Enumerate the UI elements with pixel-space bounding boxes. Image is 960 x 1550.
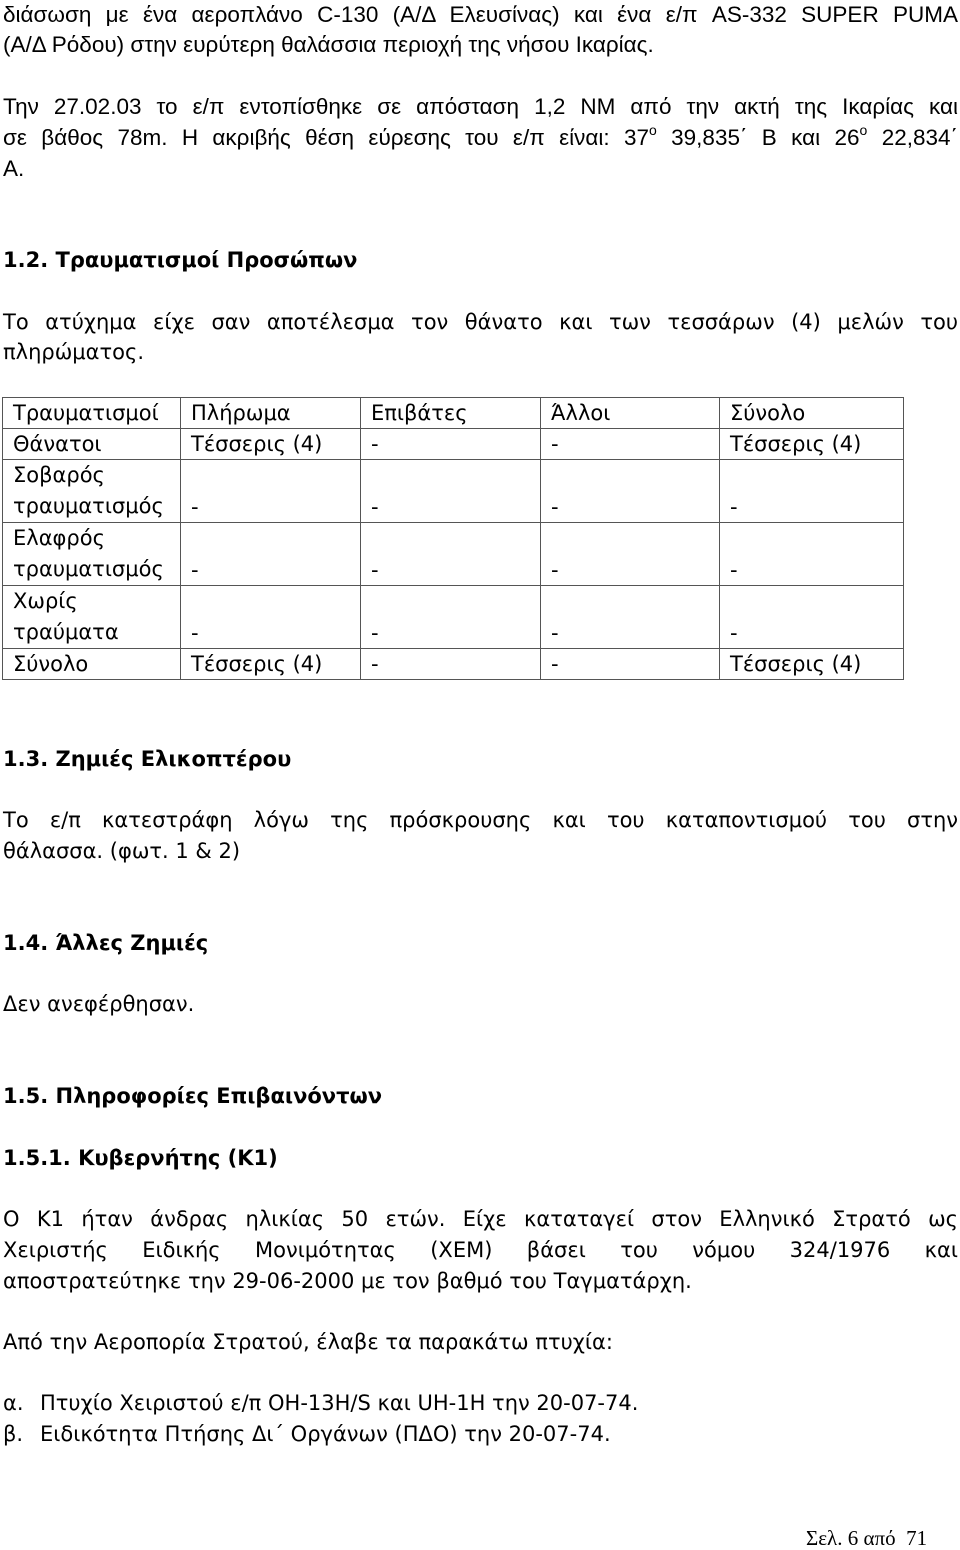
section-1-4-heading: 1.4. Άλλες Ζημιές — [3, 931, 209, 955]
table-row — [3, 586, 904, 649]
section-1-3-heading: 1.3. Ζημιές Ελικοπτέρου — [3, 747, 292, 771]
intro-line-2: (Α/Δ Ρόδου) στην ευρύτερη θαλάσσια περιοχή της νήσου Ικαρίας. — [3, 32, 654, 57]
table-cell: Τέσσερις (4) — [720, 649, 904, 680]
table-cell: - — [361, 429, 541, 460]
degree-sup-2: ο — [859, 122, 868, 138]
intro-line-5: Α. — [3, 156, 25, 181]
table-cell: Ελαφρός τραυματισμός — [3, 523, 181, 586]
table-cell: Σύνολο — [3, 649, 181, 680]
table-cell: Θάνατοι — [3, 429, 181, 460]
section-1-5-1-para-2: Από την Αεροπορία Στρατού, έλαβε τα παρακάτω πτυχία: — [3, 1330, 613, 1354]
table-cell: - — [361, 523, 541, 586]
table-cell: - — [720, 586, 904, 649]
table-cell: - — [181, 460, 361, 523]
list-item-text: Ειδικότητα Πτήσης Δι΄ Οργάνων (ΠΔΟ) την 20-07-74. — [40, 1422, 611, 1446]
table-cell: - — [541, 460, 720, 523]
table-cell: Σοβαρός τραυματισμός — [3, 460, 181, 523]
section-1-5-1-para-line-3: αποστρατεύτηκε την 29-06-2000 με τον βαθμό του Ταγματάρχη. — [3, 1269, 692, 1293]
table-cell: - — [541, 429, 720, 460]
intro-line-1: διάσωση με ένα αεροπλάνο C-130 (Α/Δ Ελευσίνας) και ένα ε/π AS-332 SUPER PUMA — [3, 2, 958, 27]
intro-line-4-part-b: 39,835΄ Β και 26 — [656, 125, 860, 150]
table-cell: Τέσσερις (4) — [181, 429, 361, 460]
table-cell: - — [361, 586, 541, 649]
table-header-cell: Πλήρωμα — [181, 398, 361, 429]
intro-line-4-part-c: 22,834΄ — [867, 125, 959, 150]
table-header-cell: Άλλοι — [541, 398, 720, 429]
table-cell: - — [541, 586, 720, 649]
table-row — [3, 429, 904, 460]
table-header-cell: Επιβάτες — [361, 398, 541, 429]
list-item-text: Πτυχίο Χειριστού ε/π ΟΗ-13Η/S και UH-1H την 20-07-74. — [40, 1391, 639, 1415]
table-cell: - — [361, 460, 541, 523]
table-header-row — [3, 398, 904, 429]
intro-line-4 — [3, 122, 959, 150]
table-row — [3, 460, 904, 523]
table-cell: - — [361, 649, 541, 680]
list-item — [3, 1424, 611, 1445]
injury-table — [2, 397, 904, 680]
section-1-2-para-line-1: Το ατύχημα είχε σαν αποτέλεσμα τον θάνατο και των τεσσάρων (4) μελών του — [3, 310, 958, 334]
section-1-4-para: Δεν ανεφέρθησαν. — [3, 992, 195, 1016]
section-1-3-para-line-2: θάλασσα. (φωτ. 1 & 2) — [3, 839, 241, 863]
section-1-2-heading: 1.2. Τραυματισμοί Προσώπων — [3, 248, 358, 272]
table-cell: - — [181, 523, 361, 586]
table-row — [3, 523, 904, 586]
table-row — [3, 649, 904, 680]
section-1-2-para-line-2: πληρώματος. — [3, 340, 144, 364]
table-header-cell: Σύνολο — [720, 398, 904, 429]
list-marker: α. — [3, 1391, 24, 1415]
section-1-5-1-para-line-2: Χειριστής Ειδικής Μονιμότητας (ΧΕΜ) βάσει του νόμου 324/1976 και — [3, 1238, 958, 1262]
intro-line-3: Την 27.02.03 το ε/π εντοπίσθηκε σε απόσταση 1,2 NM από την ακτή της Ικαρίας και — [3, 94, 958, 119]
section-1-5-1-para-line-1: Ο Κ1 ήταν άνδρας ηλικίας 50 ετών. Είχε καταταγεί στον Ελληνικό Στρατό ως — [3, 1207, 958, 1231]
section-1-5-heading: 1.5. Πληροφορίες Επιβαινόντων — [3, 1084, 383, 1108]
section-1-5-1-heading: 1.5.1. Κυβερνήτης (Κ1) — [3, 1146, 278, 1170]
page-number: Σελ. 6 από 71 — [806, 1526, 928, 1550]
list-marker: β. — [3, 1422, 24, 1446]
table-cell: - — [720, 523, 904, 586]
table-cell: Τέσσερις (4) — [720, 429, 904, 460]
table-cell: - — [181, 586, 361, 649]
list-item — [3, 1393, 638, 1414]
degree-sup-1: ο — [649, 122, 657, 138]
table-cell: Χωρίς τραύματα — [3, 586, 181, 649]
table-cell: - — [720, 460, 904, 523]
table-cell: - — [541, 523, 720, 586]
intro-line-4-part-a: σε βάθος 78m. Η ακριβής θέση εύρεσης του ε/π είναι: 37 — [3, 125, 649, 150]
section-1-3-para-line-1: Το ε/π κατεστράφη λόγω της πρόσκρουσης και του καταποντισμού του στην — [3, 808, 958, 832]
table-header-cell: Τραυματισμοί — [3, 398, 181, 429]
table-cell: Τέσσερις (4) — [181, 649, 361, 680]
table-cell: - — [541, 649, 720, 680]
